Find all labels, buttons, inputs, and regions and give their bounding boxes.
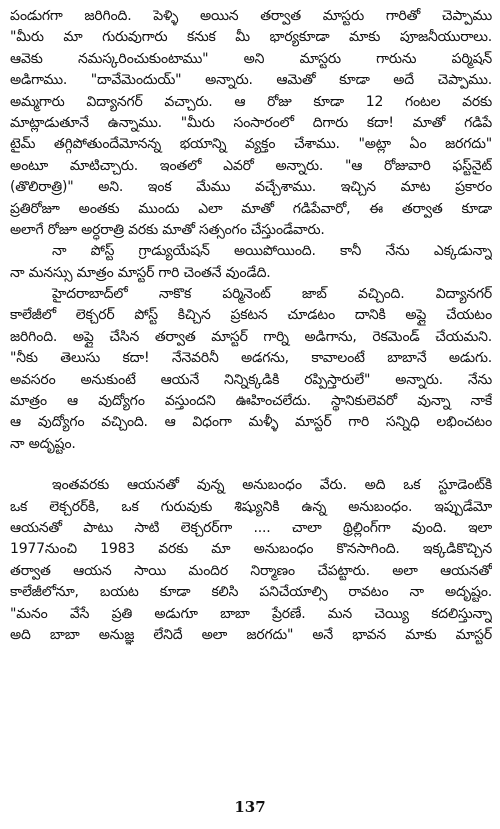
text-line: అది బాబా అనుజ్ఞ లేనిదే అలా జరగదు" అనే భావన మాకు మాస్టర్ bbox=[10, 626, 492, 643]
text-line: "మీరు మా గురువుగారు కనుక మీ భార్యకూడా మాకు పూజనీయురాలు. bbox=[10, 29, 492, 46]
text-line: జరిగింది. అప్లై చేసిన తర్వాత మాస్టర్ గార్ని అడిగాను, రెకమెండ్ చేయమని. bbox=[10, 328, 492, 345]
text-line: అడిగాము. "దావేమెందుయ్" అన్నారు. ఆమెతో కూడా అదే చెప్పాము. bbox=[10, 72, 492, 89]
text-line: నా పోస్ట్ గ్రాడ్యుయేషన్ అయిపోయింది. కానీ నేను ఎక్కడున్నా bbox=[52, 243, 492, 260]
text-line: ప్రతిరోజూ అంతకు ముందు ఎలా మాతో గడిపేవారో, ఈ తర్వాత కూడా bbox=[10, 200, 492, 217]
text-line: తర్వాత ఆయన సాయి మందిర నిర్మాణం చేపట్టారు. అలా ఆయనతో bbox=[10, 562, 492, 579]
text-line: కాలేజీలో లెక్చరర్ పోస్ట్ కిచ్చిన ప్రకటన చూడటం దానికి అప్లై చేయటం bbox=[10, 307, 492, 324]
text-line: అవసరం అనుకుంటే ఆయనే నిన్నిక్కడికి రప్పిస్తారులే" అన్నారు. నేను bbox=[10, 371, 492, 388]
text-line: ఆవెకు నమస్కరించుకుంటాము" అని మాస్టరు గారును పర్మిషన్ bbox=[10, 50, 492, 67]
text-line: పండుగగా జరిగింది. పెళ్ళి అయిన తర్వాత మాస్టరు గారితో చెప్పాము bbox=[10, 8, 492, 24]
text-line: 1977నుంచి 1983 వరకు మా అనుబంధం కొనసాగింది. ఇక్కడికొచ్చిన bbox=[10, 541, 492, 558]
text-line: టైమ్ తగ్గిపోతుందేమోనన్న భయాన్ని వ్యక్తం చేశాము. "అట్లా ఏం జరగదు" bbox=[10, 136, 492, 153]
page-number: 137 bbox=[234, 798, 266, 816]
paragraph-spacer bbox=[10, 455, 492, 475]
text-line: అలాగే రోజూ అర్ధరాత్రి వరకు మాతో సత్సంగం చేస్తుండేవారు. bbox=[10, 221, 325, 238]
text-line: ఒక లెక్చరర్‌కి, ఒక గురువుకు శిష్యునికి ఉన్న అనుబంధం. ఇప్పుడేమో bbox=[10, 498, 492, 515]
text-line: ఆయనతో పాటు సాటి లెక్చరర్‌గా .... చాలా థ్రిల్లింగ్‌గా వుంది. ఇలా bbox=[10, 519, 492, 536]
text-line: "మనం వేసే ప్రతి అడుగూ బాబా ప్రేరణే. మన చెయ్యి కదలిస్తున్నా bbox=[10, 605, 492, 622]
text-line: అంటూ మాటిచ్చారు. ఇంతలో ఎవరో అన్నారు. "ఆ రోజువారి ఫస్ట్‌నైట్ bbox=[10, 157, 492, 174]
text-line: "నీకు తెలుసు కదా! నేనెవరినీ అడగను, కావాలంటే బాబానే అడుగు. bbox=[10, 350, 492, 367]
paragraph bbox=[10, 475, 492, 646]
text-line: నా మనస్సు మాత్రం మాస్టర్ గారి చెంతనే వుండేది. bbox=[10, 264, 271, 281]
text-line: ఇంతవరకు ఆయనతో వున్న అనుబంధం వేరు. అది ఒక స్టూడెంట్‌కి bbox=[52, 477, 492, 494]
paragraph bbox=[10, 6, 492, 241]
text-line: కాలేజీలోనూ, బయట కూడా కలిసి పనిచేయాల్సి రావటం నా అదృష్టం. bbox=[10, 584, 492, 601]
paragraph bbox=[10, 241, 492, 284]
text-line: మాట్లాడుతూనే ఉన్నాము. "మీరు సంసారంలో దిగారు కదా! మాతో గడిపే bbox=[10, 114, 492, 131]
text-line: (తొలిరాత్రి)" అని. ఇంక మేము వచ్చేశాము. ఇచ్చిన మాట ప్రకారం bbox=[10, 179, 492, 196]
text-line: అమ్మగారు విద్యానగర్ వచ్చారు. ఆ రోజు కూడా 12 గంటల వరకు bbox=[10, 93, 492, 110]
text-line: మాత్రం ఆ వుద్యోగం వస్తుందని ఊహించలేదు. స్థానికులెవరో వున్నా నాకే bbox=[10, 393, 492, 410]
text-line: హైదరాబాద్‌లో నాకొక పర్మినెంట్ జాబ్ వచ్చింది. విద్యానగర్ bbox=[52, 286, 492, 303]
text-line: ఆ వుద్యోగం వచ్చింది. ఆ విధంగా మళ్ళీ మాస్టర్ గారి సన్నిధి లభించటం bbox=[10, 414, 492, 431]
page-body bbox=[10, 6, 492, 646]
paragraph bbox=[10, 284, 492, 455]
text-line: నా అదృష్టం. bbox=[10, 435, 76, 452]
